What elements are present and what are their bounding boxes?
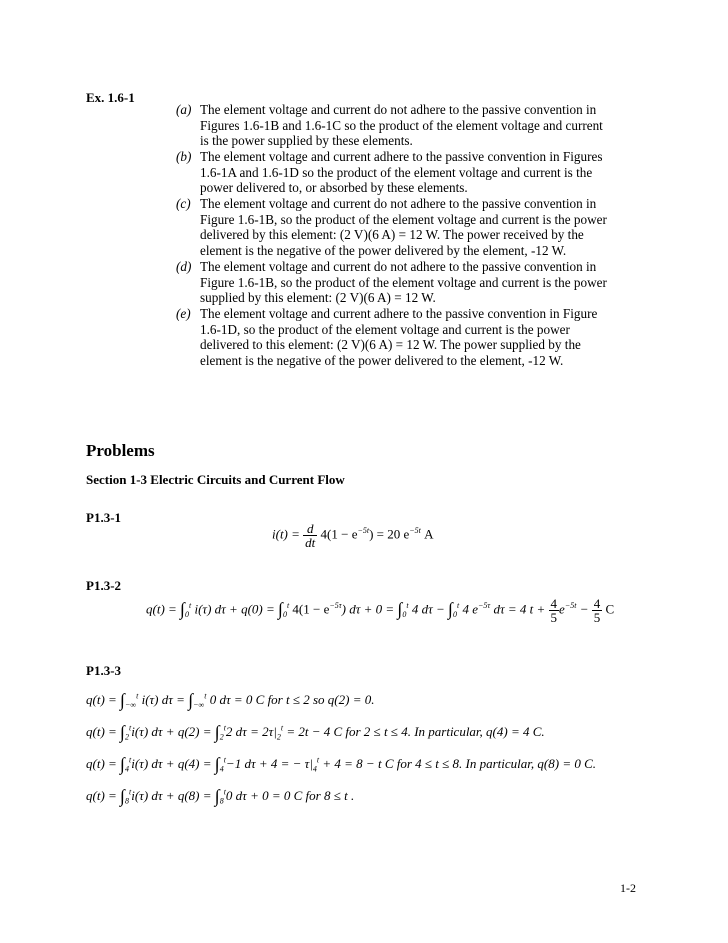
- equation-p1-3-3-line2: [86, 720, 545, 742]
- unit: A: [424, 526, 434, 542]
- upper-limit: t: [188, 601, 192, 611]
- part-line: The element voltage and current do not adhere to the passive convention in: [200, 196, 597, 211]
- eval-lower: 2: [276, 732, 281, 742]
- integral-symbol: ∫: [278, 599, 283, 620]
- eq-text: + 4 = 8 − t C for 4 ≤ t ≤ 8. In particular, q(8) = 0 C.: [319, 756, 597, 771]
- exponent: −5t: [357, 526, 370, 536]
- exponent: −5t: [409, 526, 421, 536]
- lower-limit: 0: [184, 610, 189, 620]
- eq-text: i(τ) dτ + q(0) =: [194, 601, 278, 617]
- unit: C: [605, 601, 615, 617]
- equation-p1-3-3-line1: [86, 688, 374, 710]
- upper-limit: t: [128, 723, 132, 733]
- example-part-b: [176, 149, 656, 196]
- derivative-fraction: [303, 522, 317, 549]
- part-line: element is the negative of the power delivered to the element, -12 W.: [200, 352, 564, 368]
- eval-upper: t: [280, 723, 284, 733]
- lower-limit: 8: [124, 796, 129, 806]
- upper-limit: t: [286, 601, 290, 611]
- eq-text: −: [576, 601, 592, 617]
- exponent: −5τ: [329, 601, 342, 611]
- eq-text: i(τ) dτ + q(8) =: [131, 788, 215, 803]
- lower-limit: −∞: [124, 700, 137, 710]
- eq-text: 0 dτ + 0 = 0 C for 8 ≤ t .: [225, 788, 355, 803]
- example-part-a: [176, 102, 656, 149]
- part-label: (c): [176, 196, 191, 211]
- eq-text: 0 dτ = 0 C for t ≤ 2 so q(2) = 0.: [206, 692, 375, 707]
- eq-text: ) dτ + 0 =: [341, 601, 398, 617]
- part-line: The element voltage and current adhere to the passive convention in Figures: [200, 149, 603, 164]
- fraction-denominator: dt: [305, 535, 316, 550]
- lower-limit: 4: [219, 764, 224, 774]
- upper-limit: t: [128, 755, 132, 765]
- eval-lower: 4: [312, 764, 317, 774]
- integral-symbol: ∫: [180, 599, 185, 620]
- page-number: 1-2: [620, 881, 636, 895]
- upper-limit: t: [223, 755, 226, 765]
- upper-limit: t: [456, 601, 460, 611]
- part-line: The element voltage and current do not adhere to the passive convention in: [200, 259, 597, 274]
- eq-text: q(t) =: [86, 788, 121, 803]
- exponent: −5t: [564, 601, 577, 611]
- part-line: delivered by this element: (2 V)(6 A) = 12 W. The power received by the: [200, 227, 584, 243]
- problem-label-p1-3-1: P1.3-1: [86, 510, 122, 525]
- eq-text: dτ = 4 t +: [490, 601, 549, 617]
- part-label: (a): [176, 102, 192, 117]
- integral-symbol: ∫: [448, 599, 453, 620]
- integral-symbol: ∫: [214, 786, 220, 806]
- part-line: supplied by this element: (2 V)(6 A) = 12 W.: [200, 290, 436, 306]
- lower-limit: −∞: [193, 700, 205, 710]
- eq-text: i(t) =: [272, 526, 300, 542]
- fraction: [549, 597, 560, 624]
- example-part-e: [176, 306, 656, 368]
- lower-limit: 2: [124, 732, 129, 742]
- upper-limit: t: [406, 601, 409, 611]
- equation-p1-3-2: [146, 597, 614, 624]
- lower-limit: 0: [452, 610, 457, 620]
- part-line: delivered to this element: (2 V)(6 A) = 12 W. The power supplied by the: [200, 337, 581, 353]
- part-line: power delivered to, or absorbed by these elements.: [200, 180, 468, 196]
- part-line: Figures 1.6-1B and 1.6-1C so the product of the element voltage and current: [200, 117, 603, 133]
- part-line: Figure 1.6-1B, so the product of the element voltage and current is the power: [200, 274, 607, 290]
- eq-text: q(t) =: [146, 601, 181, 617]
- lower-limit: 2: [219, 732, 224, 742]
- eq-text: 4(1 − e: [320, 526, 358, 542]
- example-part-d: [176, 259, 656, 306]
- equation-p1-3-3-line4: [86, 784, 354, 806]
- eq-text: q(t) =: [86, 724, 121, 739]
- integral-symbol: ∫: [120, 690, 125, 710]
- lower-limit: 8: [219, 796, 224, 806]
- integral-symbol: ∫: [120, 786, 125, 806]
- part-line: element is the negative of the power delivered by the element, -12 W.: [200, 242, 567, 258]
- integral-symbol: ∫: [120, 754, 125, 774]
- part-line: Figure 1.6-1B, so the product of the element voltage and current is the power: [200, 211, 607, 227]
- part-line: The element voltage and current adhere to the passive convention in Figure: [200, 306, 598, 321]
- integral-symbol: ∫: [214, 722, 220, 742]
- problem-label-p1-3-3: P1.3-3: [86, 663, 122, 678]
- upper-limit: t: [223, 787, 226, 797]
- lower-limit: 0: [282, 610, 287, 620]
- eq-text: 4(1 − e: [292, 601, 330, 617]
- integral-symbol: ∫: [214, 754, 220, 774]
- part-line: The element voltage and current do not adhere to the passive convention in: [200, 102, 597, 117]
- eq-text: = 2t − 4 C for 2 ≤ t ≤ 4. In particular, q(4) = 4 C.: [283, 724, 545, 739]
- eq-text: q(t) =: [86, 756, 121, 771]
- problems-heading: Problems: [86, 441, 155, 460]
- part-line: is the power supplied by these elements.: [200, 133, 413, 149]
- eval-upper: t: [316, 755, 320, 765]
- eq-text: 4 e: [462, 601, 478, 617]
- integral-symbol: ∫: [188, 690, 194, 710]
- example-heading: Ex. 1.6-1: [86, 90, 135, 105]
- lower-limit: 0: [402, 610, 407, 620]
- upper-limit: t: [204, 691, 207, 701]
- equation-p1-3-3-line3: [86, 752, 596, 774]
- upper-limit: t: [223, 723, 226, 733]
- lower-limit: 4: [124, 764, 129, 774]
- eq-text: ) = 20 e: [369, 526, 410, 542]
- eq-text: q(t) =: [86, 692, 121, 707]
- part-label: (e): [176, 306, 191, 321]
- upper-limit: t: [128, 787, 132, 797]
- part-line: 1.6-1A and 1.6-1D so the product of the element voltage and current is the: [200, 164, 593, 180]
- eq-text: 4 dτ −: [411, 601, 449, 617]
- fraction: [592, 597, 603, 624]
- eq-text: e: [559, 601, 565, 617]
- integral-symbol: ∫: [120, 722, 125, 742]
- section-heading: Section 1-3 Electric Circuits and Current Flow: [86, 472, 345, 487]
- fraction-numerator: d: [303, 522, 317, 536]
- fraction-numerator: 4: [593, 596, 601, 611]
- eq-text: 2 dτ = 2τ|: [225, 724, 277, 739]
- part-label: (d): [176, 259, 192, 274]
- fraction-denominator: 5: [593, 610, 601, 625]
- eq-text: i(τ) dτ + q(4) =: [131, 756, 215, 771]
- eq-text: i(τ) dτ + q(2) =: [131, 724, 215, 739]
- eq-text: −1 dτ + 4 = − τ|: [225, 756, 313, 771]
- integral-symbol: ∫: [397, 599, 403, 620]
- eq-text: i(τ) dτ =: [138, 692, 189, 707]
- fraction-numerator: 4: [550, 596, 558, 611]
- fraction-denominator: 5: [550, 610, 558, 625]
- equation-p1-3-1: [272, 522, 434, 549]
- upper-limit: t: [136, 691, 139, 701]
- part-label: (b): [176, 149, 192, 164]
- problem-label-p1-3-2: P1.3-2: [86, 578, 122, 593]
- part-line: 1.6-1D, so the product of the element voltage and current is the power: [200, 321, 570, 337]
- exponent: −5τ: [477, 601, 491, 611]
- example-part-c: [176, 196, 656, 258]
